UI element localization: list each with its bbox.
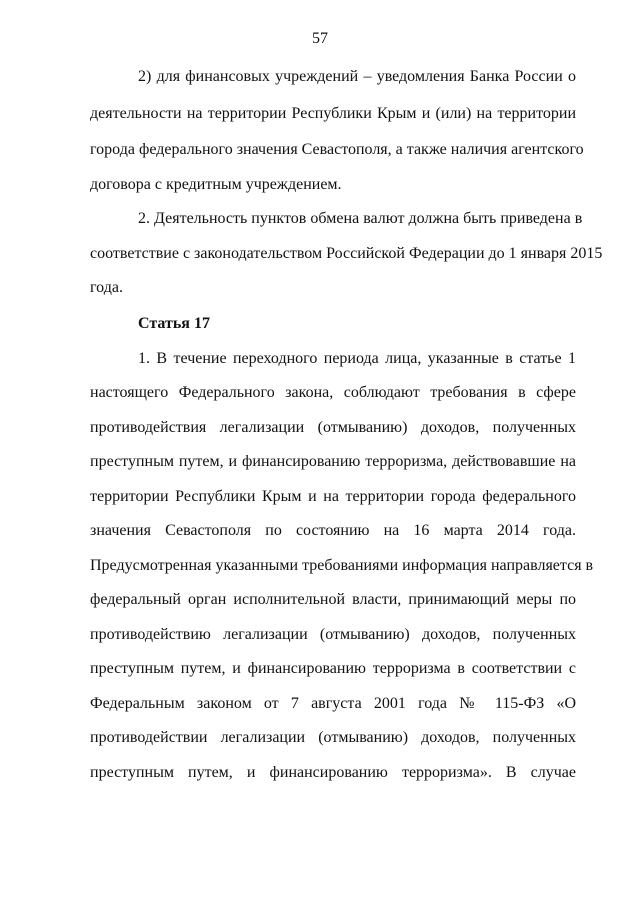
- article-heading: Статья 17: [138, 315, 210, 332]
- paragraph-line: соответствие с законодательством Российской Федерации до 1 января 2015: [90, 245, 603, 262]
- paragraph-line: преступным путем, и финансированию терроризма». В случае: [90, 764, 576, 781]
- paragraph-line: 1. В течение переходного периода лица, указанные в статье 1: [138, 350, 576, 367]
- paragraph-line: территории Республики Крым и на территории города федерального: [90, 488, 576, 505]
- paragraph-line: противодействию легализации (отмыванию) доходов, полученных: [90, 626, 576, 643]
- paragraph-line: значения Севастополя по состоянию на 16 марта 2014 года.: [90, 522, 576, 539]
- paragraph-line: 2) для финансовых учреждений – уведомления Банка России о: [138, 68, 576, 85]
- paragraph-line: противодействии легализации (отмыванию) доходов, полученных: [90, 729, 576, 746]
- paragraph-line: преступным путем, и финансированию терроризма, действовавшие на: [90, 453, 576, 470]
- paragraph-line: преступным путем, и финансированию терроризма в соответствии с: [90, 660, 576, 677]
- paragraph-line: настоящего Федерального закона, соблюдают требования в сфере: [90, 384, 576, 401]
- paragraph-line: деятельности на территории Республики Крым и (или) на территории: [90, 105, 576, 122]
- paragraph-line: города федерального значения Севастополя, а также наличия агентского: [90, 141, 584, 158]
- paragraph-line: Федеральным законом от 7 августа 2001 года № 115-ФЗ «О: [90, 695, 576, 712]
- paragraph-line: 2. Деятельность пунктов обмена валют должна быть приведена в: [138, 210, 583, 227]
- page-number: 57: [312, 30, 328, 47]
- paragraph-line: федеральный орган исполнительной власти, принимающий меры по: [90, 591, 576, 608]
- paragraph-line: договора с кредитным учреждением.: [90, 176, 342, 193]
- paragraph-line: Предусмотренная указанными требованиями информация направляется в: [90, 557, 594, 574]
- paragraph-line: года.: [90, 279, 123, 296]
- paragraph-line: противодействия легализации (отмыванию) доходов, полученных: [90, 419, 576, 436]
